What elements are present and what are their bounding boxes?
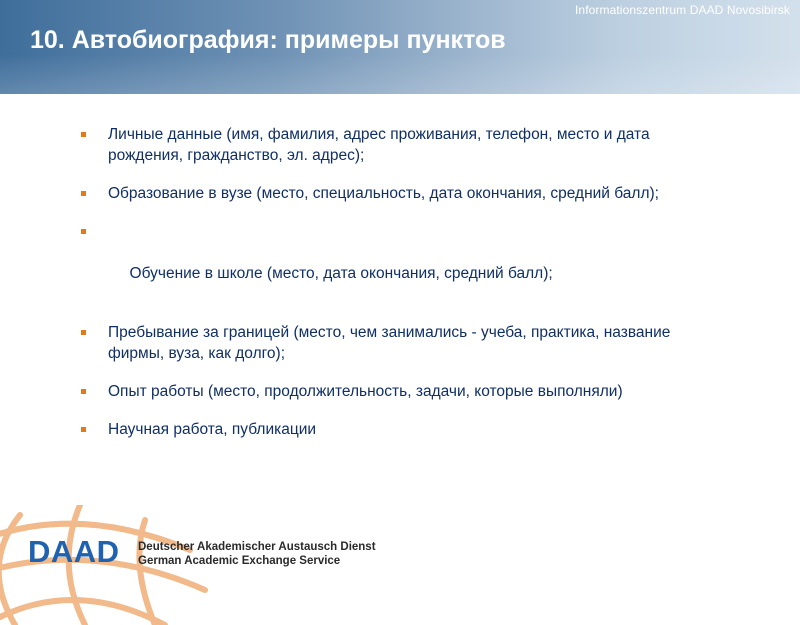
org-name-de: Deutscher Akademischer Austausch Dienst [138, 541, 376, 553]
bullet-text: Личные данные (имя, фамилия, адрес проживания, телефон, место и дата рождения, гражданство, эл. адрес); [108, 126, 650, 164]
bullet-text: Опыт работы (место, продолжительность, задачи, которые выполняли) [108, 383, 623, 400]
bullet-text: Образование в вузе (место, специальность, дата окончания, средний балл); [108, 185, 659, 202]
square-bullet-icon [81, 191, 86, 196]
square-bullet-icon [81, 427, 86, 432]
square-bullet-icon [81, 330, 86, 335]
org-name-en: German Academic Exchange Service [138, 555, 341, 567]
square-bullet-icon [81, 132, 86, 137]
slide-header [0, 0, 800, 94]
bullet-item [0, 221, 800, 305]
bullet-item [0, 381, 800, 402]
slide-title: 10. Автобиография: примеры пунктов [30, 26, 506, 54]
header-org-line: Informationszentrum DAAD Novosibirsk [574, 3, 790, 17]
bullet-text: Пребывание за границей (место, чем занимались - учеба, практика, название фирмы, вуза, как долго); [108, 324, 671, 362]
bullet-item [0, 124, 800, 166]
bullet-text: Обучение в школе (место, дата окончания, средний балл); [125, 265, 553, 282]
bullet-list [0, 124, 800, 457]
bullet-item [0, 322, 800, 364]
bullet-item [0, 183, 800, 204]
daad-logo: DAAD [28, 534, 120, 569]
bullet-item [0, 419, 800, 440]
bullet-text: Научная работа, публикации [108, 421, 317, 438]
square-bullet-icon [81, 389, 86, 394]
square-bullet-icon [81, 229, 86, 234]
